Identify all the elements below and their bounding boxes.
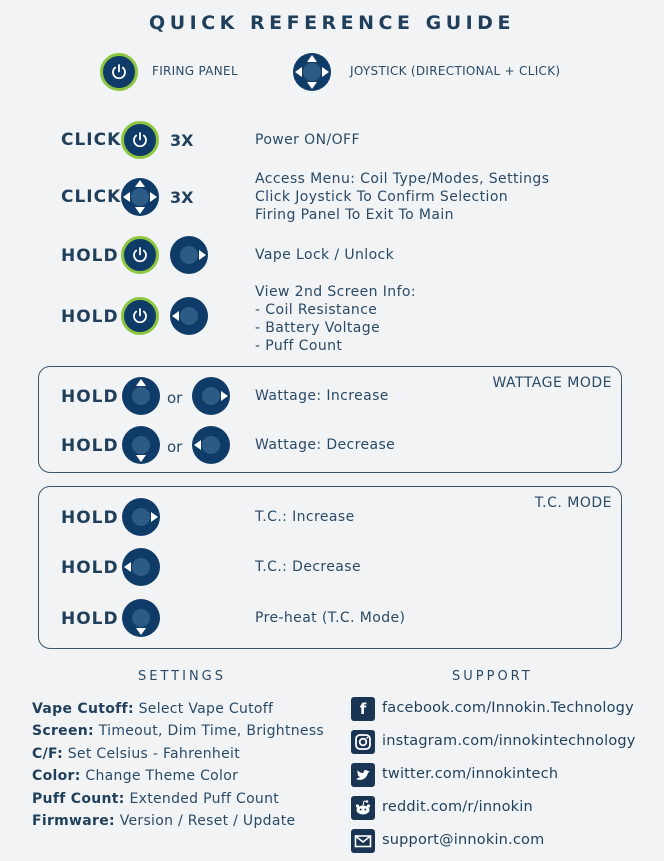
row-times: 3X xyxy=(170,188,194,207)
row-desc: View 2nd Screen Info: xyxy=(255,284,416,300)
support-link[interactable]: twitter.com/innokintech xyxy=(382,766,559,782)
row-desc: Pre-heat (T.C. Mode) xyxy=(255,610,406,626)
row-desc: T.C.: Decrease xyxy=(255,559,361,575)
settings-item: Vape Cutoff: Select Vape Cutoff xyxy=(32,701,274,717)
row-times: 3X xyxy=(170,131,194,150)
legend-joystick: JOYSTICK (DIRECTIONAL + CLICK) xyxy=(350,64,561,78)
row-desc: Firing Panel To Exit To Main xyxy=(255,207,454,223)
joystick-left-icon xyxy=(170,297,208,335)
row-desc: Vape Lock / Unlock xyxy=(255,247,395,263)
row-action: HOLD xyxy=(61,609,119,629)
row-action: HOLD xyxy=(61,246,119,266)
row-desc: T.C.: Increase xyxy=(255,509,355,525)
row-desc: Wattage: Increase xyxy=(255,388,389,404)
or-text: or xyxy=(167,389,183,407)
joystick-down-icon xyxy=(122,599,160,637)
row-action: HOLD xyxy=(61,436,119,456)
firing-panel-icon xyxy=(121,236,159,274)
row-desc: - Coil Resistance xyxy=(255,302,378,318)
firing-panel-icon xyxy=(121,121,159,159)
joystick-right-icon xyxy=(192,377,230,415)
row-desc: Wattage: Decrease xyxy=(255,437,396,453)
joystick-left-icon xyxy=(122,548,160,586)
joystick-left-icon xyxy=(192,426,230,464)
row-action: HOLD xyxy=(61,387,119,407)
settings-item: Color: Change Theme Color xyxy=(32,768,239,785)
support-link[interactable]: support@innokin.com xyxy=(382,832,545,848)
row-action: HOLD xyxy=(61,508,119,528)
support-link[interactable]: instagram.com/innokintechnology xyxy=(382,733,636,749)
instagram-icon xyxy=(351,730,375,754)
support-link[interactable]: reddit.com/r/innokin xyxy=(382,799,533,815)
row-desc: - Battery Voltage xyxy=(255,320,381,336)
settings-list xyxy=(32,698,324,832)
tc-mode-label: T.C. MODE xyxy=(534,495,612,511)
settings-item: Firmware: Version / Reset / Update xyxy=(32,813,296,830)
settings-item: Puff Count: Extended Puff Count xyxy=(32,790,280,807)
joystick-right-icon xyxy=(122,498,160,536)
mail-icon xyxy=(351,829,375,853)
joystick-icon xyxy=(121,178,159,216)
settings-item: Screen: Timeout, Dim Time, Brightness xyxy=(32,723,325,740)
row-action: CLICK xyxy=(61,130,122,150)
row-action: HOLD xyxy=(61,307,119,327)
settings-heading: SETTINGS xyxy=(138,669,227,684)
twitter-icon xyxy=(351,763,375,787)
row-desc: Power ON/OFF xyxy=(255,132,360,148)
settings-item: C/F: Set Celsius - Fahrenheit xyxy=(32,745,240,762)
legend-firing-panel: FIRING PANEL xyxy=(152,64,238,78)
firing-panel-icon xyxy=(100,53,138,91)
facebook-icon: f xyxy=(351,697,375,721)
joystick-down-icon xyxy=(122,426,160,464)
joystick-icon xyxy=(293,53,331,91)
support-link[interactable]: facebook.com/Innokin.Technology xyxy=(382,700,634,716)
wattage-mode-label: WATTAGE MODE xyxy=(492,375,612,391)
page-title: QUICK REFERENCE GUIDE xyxy=(149,12,515,34)
row-desc: Click Joystick To Confirm Selection xyxy=(255,189,509,205)
row-desc: - Puff Count xyxy=(255,338,343,354)
row-desc: Access Menu: Coil Type/Modes, Settings xyxy=(255,171,550,187)
row-action: HOLD xyxy=(61,558,119,578)
reddit-icon xyxy=(351,796,375,820)
or-text: or xyxy=(167,438,183,456)
support-heading: SUPPORT xyxy=(452,669,533,684)
joystick-up-icon xyxy=(122,377,160,415)
row-action: CLICK xyxy=(61,187,122,207)
joystick-right-icon xyxy=(170,236,208,274)
firing-panel-icon xyxy=(121,297,159,335)
